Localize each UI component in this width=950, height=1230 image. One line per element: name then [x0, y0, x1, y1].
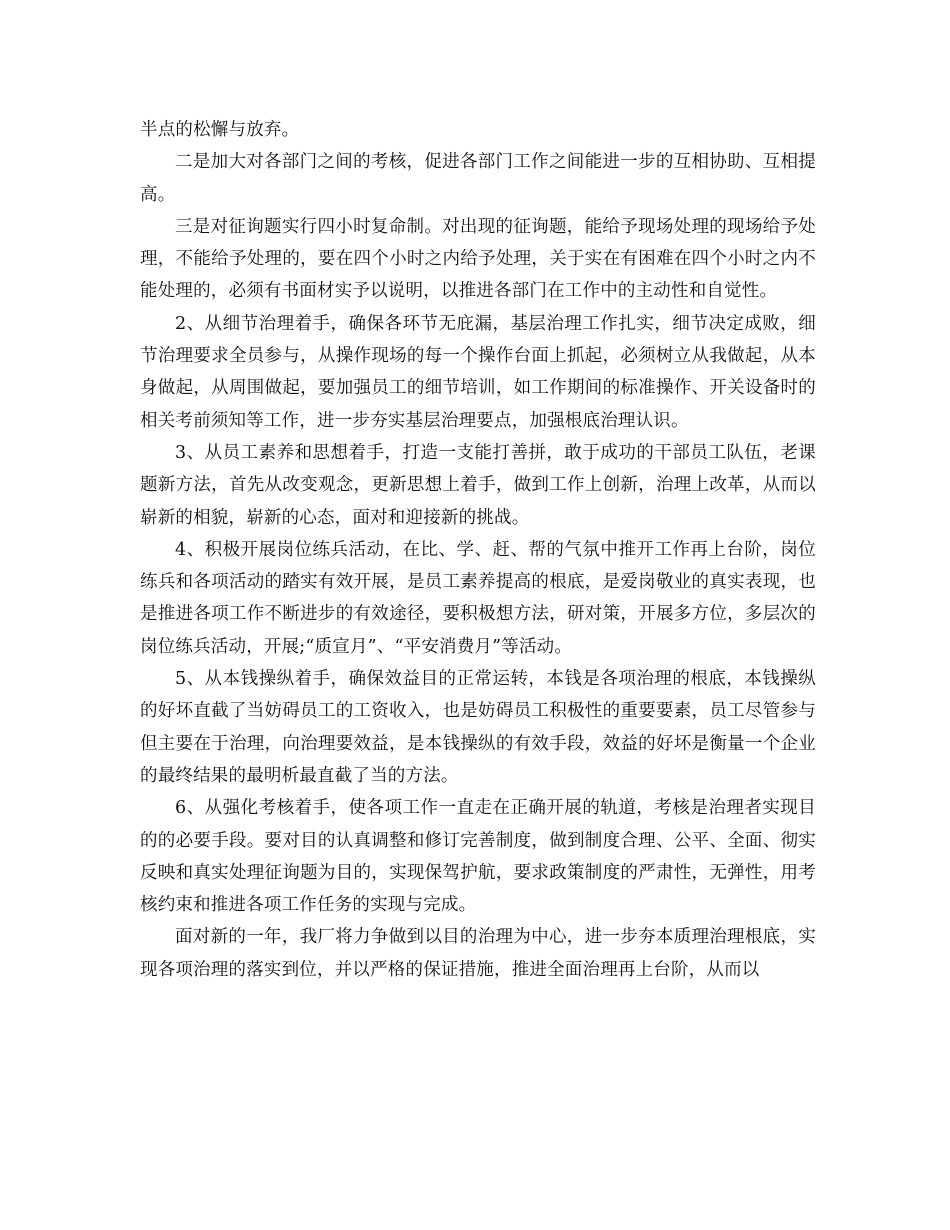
paragraph-continuation: 半点的松懈与放弃。 — [140, 120, 300, 140]
paragraph-item-2: 2、从细节治理着手，确保各环节无庇漏，基层治理工作扎实，细节决定成败，细节治理要求全员参与，从操作现场的每一个操作台面上抓起，必须树立从我做起，从本身做起，从周围做起，要加强员工的细节培训，如工作期间的标准操作、开关设备时的相关考前须知等工作，进一步夯实基层治理要点，加强根底治理认识。 — [140, 313, 816, 431]
document-body — [140, 114, 816, 986]
paragraph-item-4: 4、积极开展岗位练兵活动，在比、学、赶、帮的气氛中推开工作再上台阶，岗位练兵和各项活动的踏实有效开展，是员工素养提高的根底，是爱岗敬业的真实表现，也是推进各项工作不断进步的有效途径，要积极想方法，研对策，开展多方位，多层次的岗位练兵活动，开展;“质宣月”、“平安消费月”等活动。 — [140, 539, 816, 657]
paragraph-point-three: 三是对征询题实行四小时复命制。对出现的征询题，能给予现场处理的现场给予处理，不能给予处理的，要在四个小时之内给予处理，关于实在有困难在四个小时之内不能处理的，必须有书面材实予以说明，以推进各部门在工作中的主动性和自觉性。 — [140, 216, 816, 302]
paragraph-conclusion: 面对新的一年，我厂将力争做到以目的治理为中心，进一步夯本质理治理根底，实现各项治理的落实到位，并以严格的保证措施，推进全面治理再上台阶，从而以 — [140, 927, 816, 980]
paragraph-item-6: 6、从强化考核着手，使各项工作一直走在正确开展的轨道，考核是治理者实现目的的必要手段。要对目的认真调整和修订完善制度，做到制度合理、公平、全面、彻实反映和真实处理征询题为目的，实现保驾护航，要求政策制度的严肃性，无弹性，用考核约束和推进各项工作任务的实现与完成。 — [140, 798, 816, 916]
paragraph-item-3: 3、从员工素养和思想着手，打造一支能打善拼，敢于成功的干部员工队伍，老课题新方法，首先从改变观念，更新思想上着手，做到工作上创新，治理上改革，从而以崭新的相貌，崭新的心态，面对和迎接新的挑战。 — [140, 442, 816, 528]
paragraph-item-5: 5、从本钱操纵着手，确保效益目的正常运转，本钱是各项治理的根底，本钱操纵的好坏直截了当妨碍员工的工资收入，也是妨碍员工积极性的重要要素，员工尽管参与但主要在于治理，向治理要效益，是本钱操纵的有效手段，效益的好坏是衡量一个企业的最终结果的最明析最直截了当的方法。 — [140, 669, 816, 786]
paragraph-point-two: 二是加大对各部门之间的考核，促进各部门工作之间能进一步的互相协助、互相提高。 — [140, 152, 816, 205]
